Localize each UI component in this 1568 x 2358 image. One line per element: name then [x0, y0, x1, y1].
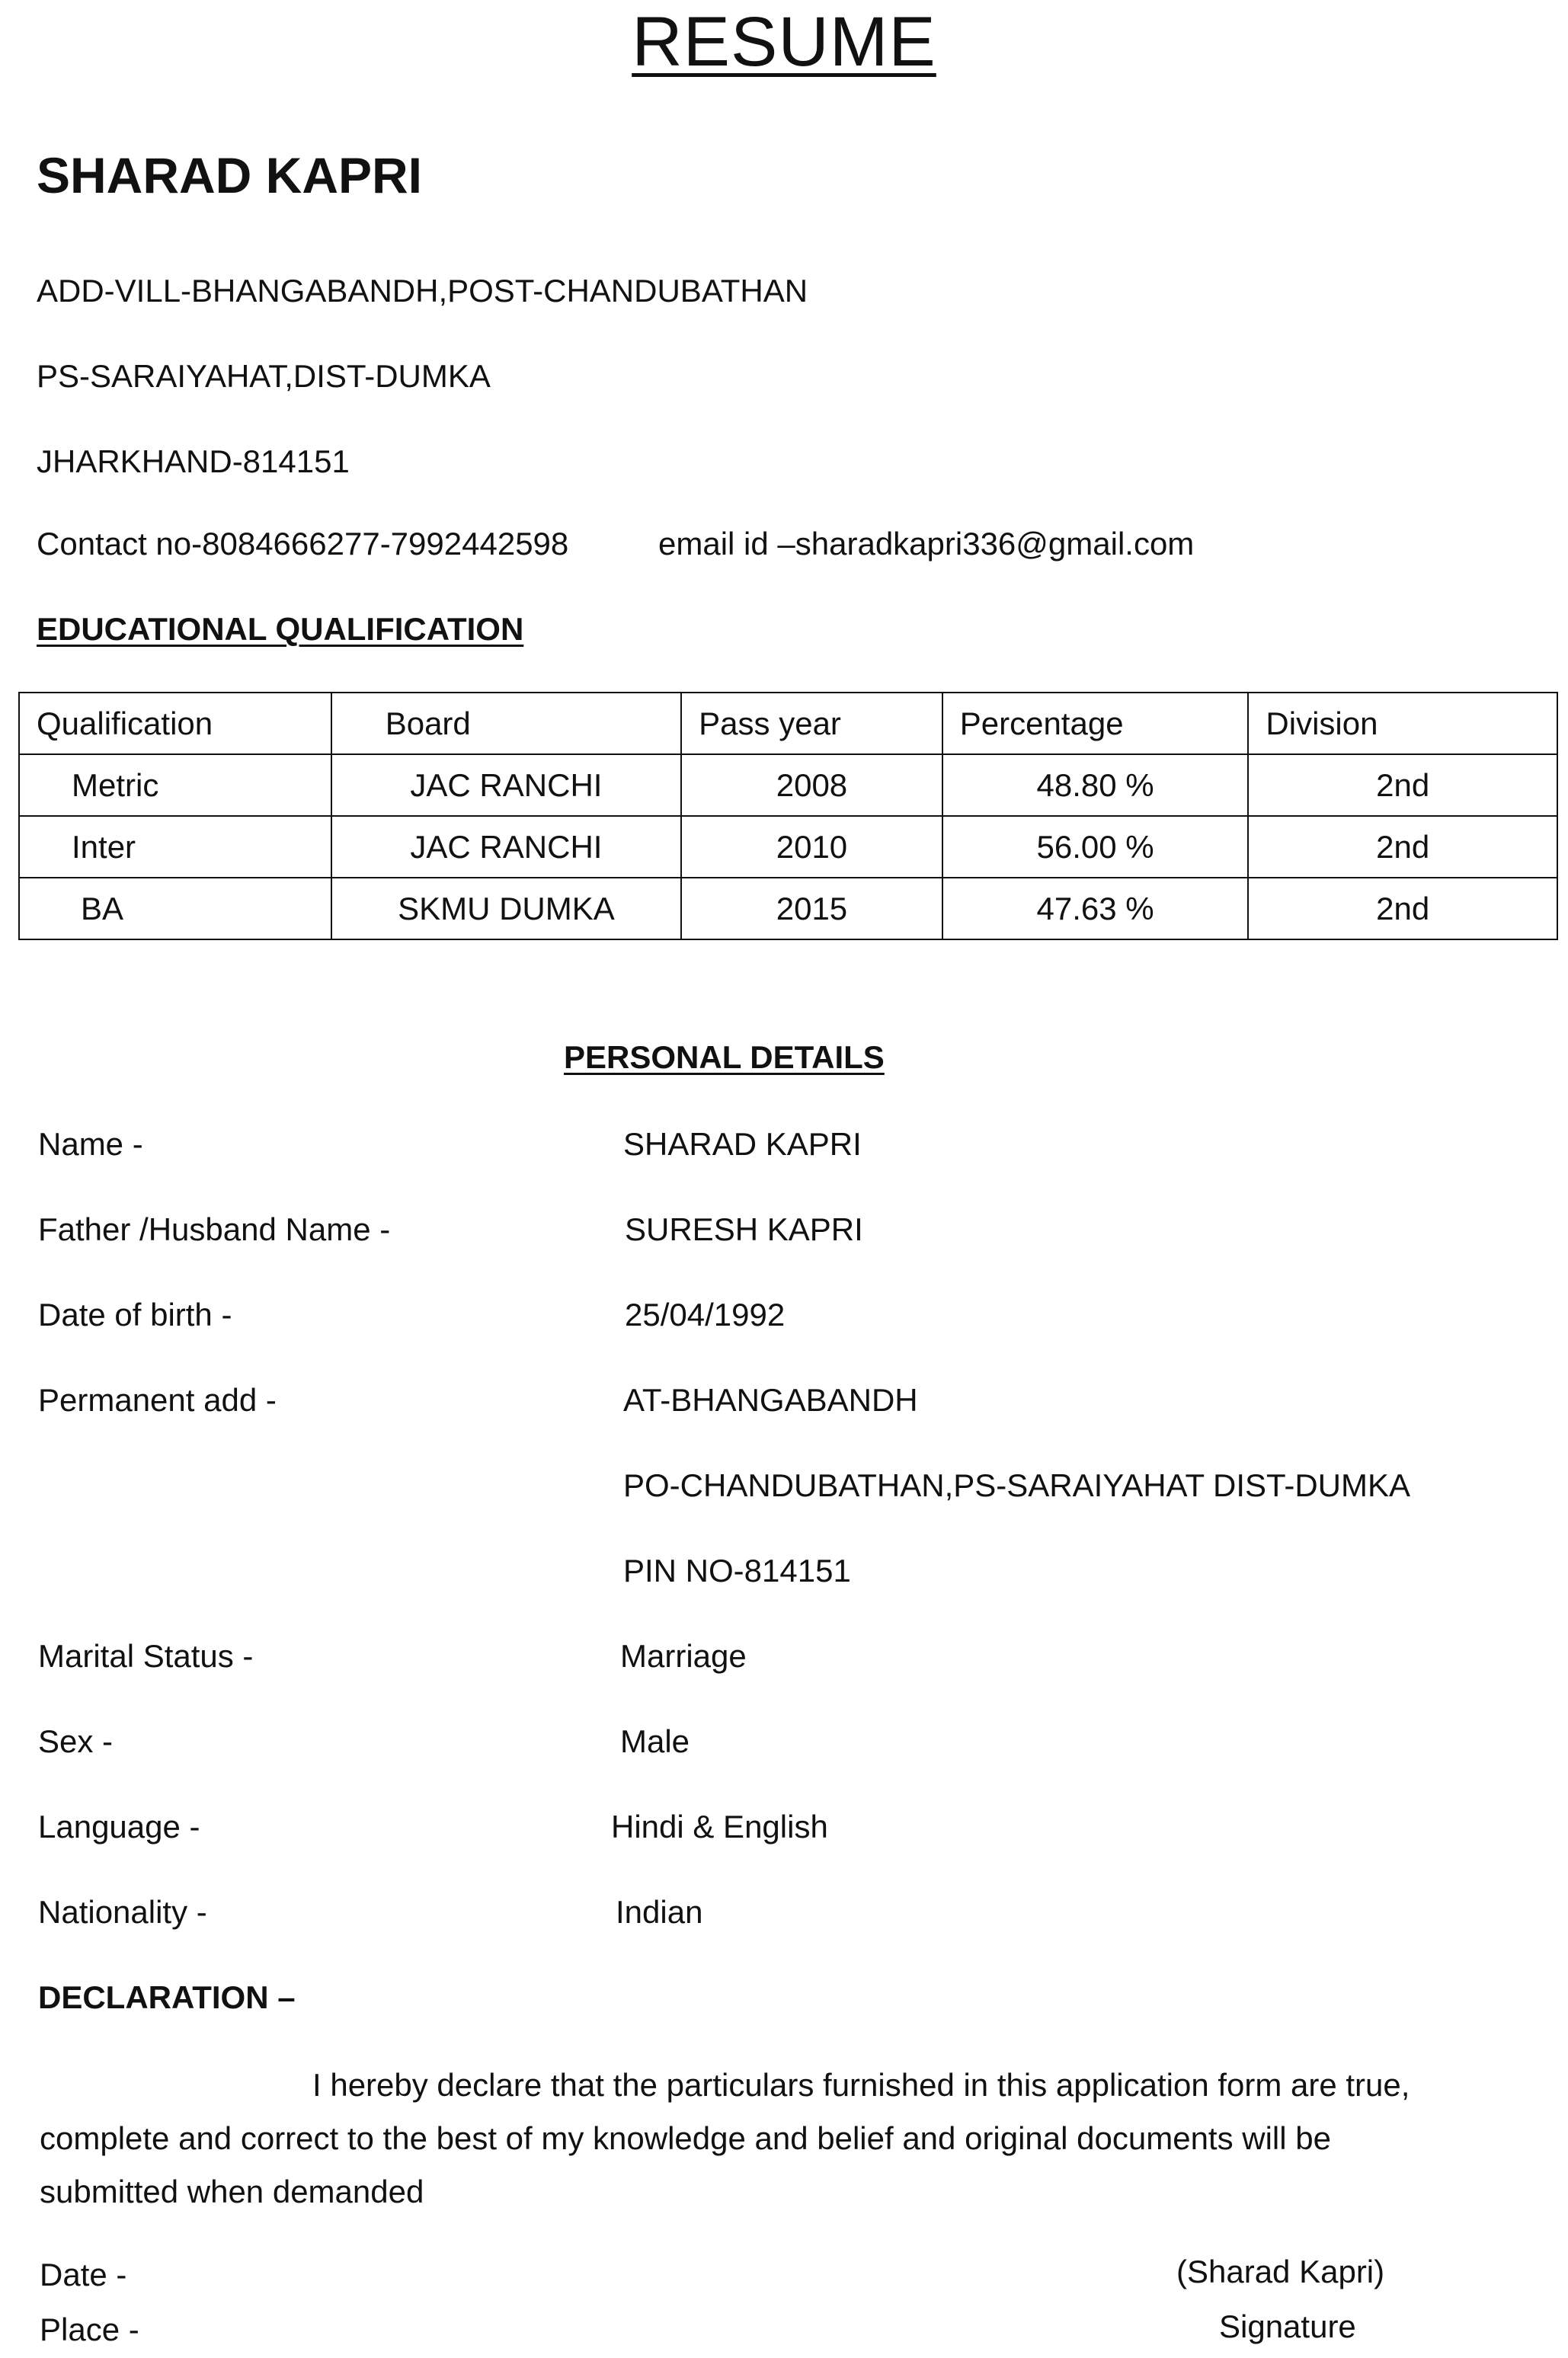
- permanent-address-label: Permanent add -: [38, 1382, 277, 1418]
- division-cell: 2nd: [1248, 816, 1557, 878]
- qualification-cell: Metric: [19, 754, 331, 816]
- personal-details-heading: PERSONAL DETAILS: [564, 1039, 885, 1075]
- language-label: Language -: [38, 1809, 200, 1844]
- table-row: [19, 878, 1557, 939]
- percentage-cell: 56.00 %: [942, 816, 1249, 878]
- table-row: [19, 754, 1557, 816]
- division-cell: 2nd: [1248, 878, 1557, 939]
- date-label: Date -: [40, 2257, 127, 2292]
- permanent-address-line-3: PIN NO-814151: [623, 1553, 851, 1589]
- percentage-cell: 47.63 %: [942, 878, 1249, 939]
- signer-name: (Sharad Kapri): [1176, 2254, 1385, 2289]
- nationality-value: Indian: [616, 1894, 703, 1930]
- qualification-cell: Inter: [19, 816, 331, 878]
- place-label: Place -: [40, 2312, 139, 2347]
- address-line-1: ADD-VILL-BHANGABANDH,POST-CHANDUBATHAN: [37, 273, 808, 309]
- email-address: email id –sharadkapri336@gmail.com: [658, 526, 1195, 562]
- education-heading: EDUCATIONAL QUALIFICATION: [37, 611, 524, 647]
- sex-value: Male: [620, 1723, 690, 1759]
- table-row: [19, 816, 1557, 878]
- applicant-name-heading: SHARAD KAPRI: [37, 147, 423, 203]
- permanent-address-line-2: PO-CHANDUBATHAN,PS-SARAIYAHAT DIST-DUMKA: [623, 1467, 1411, 1503]
- pass-year-cell: 2010: [681, 816, 942, 878]
- sex-label: Sex -: [38, 1723, 114, 1759]
- permanent-address-line-1: AT-BHANGABANDH: [623, 1382, 918, 1418]
- declaration-heading: DECLARATION –: [38, 1979, 296, 2015]
- column-header-division: Division: [1248, 693, 1557, 754]
- address-line-2: PS-SARAIYAHAT,DIST-DUMKA: [37, 358, 491, 394]
- name-value: SHARAD KAPRI: [623, 1126, 862, 1162]
- father-name-label: Father /Husband Name -: [38, 1211, 391, 1247]
- education-table: [18, 692, 1558, 940]
- language-value: Hindi & English: [611, 1809, 828, 1844]
- signature-label: Signature: [1219, 2308, 1356, 2344]
- column-header-pass-year: Pass year: [681, 693, 942, 754]
- declaration-text: I hereby declare that the particulars furnished in this application form are true, complete and correct to the best of my knowledge and belief and original documents will be submitted when demanded: [40, 2067, 1410, 2209]
- address-line-3: JHARKHAND-814151: [37, 443, 350, 479]
- board-cell: JAC RANCHI: [331, 754, 681, 816]
- date-of-birth-value: 25/04/1992: [625, 1297, 786, 1333]
- pass-year-cell: 2008: [681, 754, 942, 816]
- marital-status-value: Marriage: [620, 1638, 747, 1674]
- column-header-percentage: Percentage: [942, 693, 1249, 754]
- board-cell: SKMU DUMKA: [331, 878, 681, 939]
- pass-year-cell: 2015: [681, 878, 942, 939]
- qualification-cell: BA: [19, 878, 331, 939]
- marital-status-label: Marital Status -: [38, 1638, 254, 1674]
- nationality-label: Nationality -: [38, 1894, 207, 1930]
- contact-numbers: Contact no-8084666277-7992442598: [37, 526, 569, 562]
- board-cell: JAC RANCHI: [331, 816, 681, 878]
- date-of-birth-label: Date of birth -: [38, 1297, 232, 1333]
- name-label: Name -: [38, 1126, 143, 1162]
- column-header-board: Board: [331, 693, 681, 754]
- father-name-value: SURESH KAPRI: [625, 1211, 863, 1247]
- table-header-row: [19, 693, 1557, 754]
- column-header-qualification: Qualification: [19, 693, 331, 754]
- document-title: RESUME: [632, 3, 936, 81]
- division-cell: 2nd: [1248, 754, 1557, 816]
- percentage-cell: 48.80 %: [942, 754, 1249, 816]
